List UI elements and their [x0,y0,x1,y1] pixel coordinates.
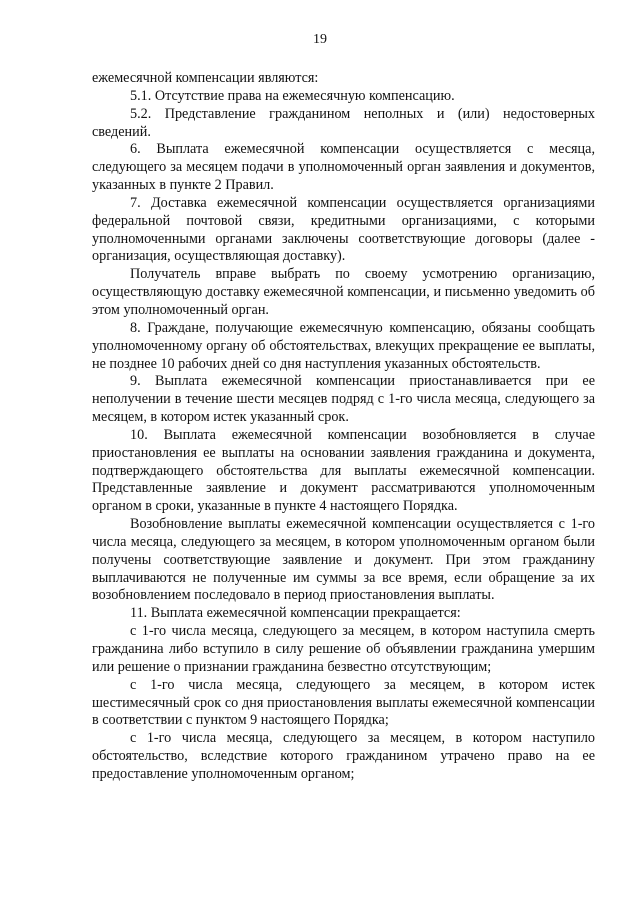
paragraph: с 1-го числа месяца, следующего за месяцем, в котором наступило обстоятельство, вследствие которого гражданином утрачено право на ее предоставление уполномоченным органом; [92,730,595,782]
paragraph: 6. Выплата ежемесячной компенсации осуществляется с месяца, следующего за месяцем подачи в уполномоченный орган заявления и документов, указанных в пункте 2 Правил. [92,141,595,194]
paragraph: ежемесячной компенсации являются: [92,70,319,86]
paragraph: 5.2. Представление гражданином неполных и (или) недостоверных сведений. [92,105,595,140]
paragraph: 10. Выплата ежемесячной компенсации возобновляется в случае приостановления ее выплаты на основании заявления гражданина и документа, подтверждающего обстоятельства для выплаты ежемесячной компенсации. Представленные заявление и документ рассматриваются уполномоченным органом в сроки, указанные в пункте 4 настоящего Порядка. [92,426,595,515]
paragraph: с 1-го числа месяца, следующего за месяцем, в котором истек шестимесячный срок со дня приостановления выплаты ежемесячной компенсации в соответствии с пунктом 9 настоящего Порядка; [92,676,595,729]
paragraph: 8. Граждане, получающие ежемесячную компенсацию, обязаны сообщать уполномоченному органу об обстоятельствах, влекущих прекращение ее выплаты, не позднее 10 рабочих дней со дня наступления указанных обстоятельств. [92,319,595,372]
paragraph: 7. Доставка ежемесячной компенсации осуществляется организациями федеральной почтовой связи, кредитными организациями, с которыми уполномоченными органами заключены соответствующие договоры (далее - организация, осуществляющая доставку). [92,194,595,265]
paragraph: Возобновление выплаты ежемесячной компенсации осуществляется с 1-го числа месяца, следующего за месяцем, в котором уполномоченным органом были получены соответствующие заявление и документ. При этом гражданину выплачиваются не полученные им суммы за все время, если обращение за их возобновлением последовало в период приостановления выплаты. [92,516,595,604]
paragraph: 9. Выплата ежемесячной компенсации приостанавливается при ее неполучении в течение шести месяцев подряд с 1-го числа месяца, следующего за месяцем, в котором истек указанный срок. [92,373,595,426]
paragraph: Получатель вправе выбрать по своему усмотрению организацию, осуществляющую доставку ежемесячной компенсации, и письменно уведомить об этом уполномоченный орган. [92,266,595,318]
document-body [92,70,595,784]
paragraph: 5.1. Отсутствие права на ежемесячную компенсацию. [130,87,455,104]
paragraph: 11. Выплата ежемесячной компенсации прекращается: [130,605,461,622]
paragraph: с 1-го числа месяца, следующего за месяцем, в котором наступила смерть гражданина либо вступило в силу решение об объявлении гражданина умершим или решение о признании гражданина безвестно отсутствующим; [92,623,595,675]
page-number: 19 [313,32,327,47]
